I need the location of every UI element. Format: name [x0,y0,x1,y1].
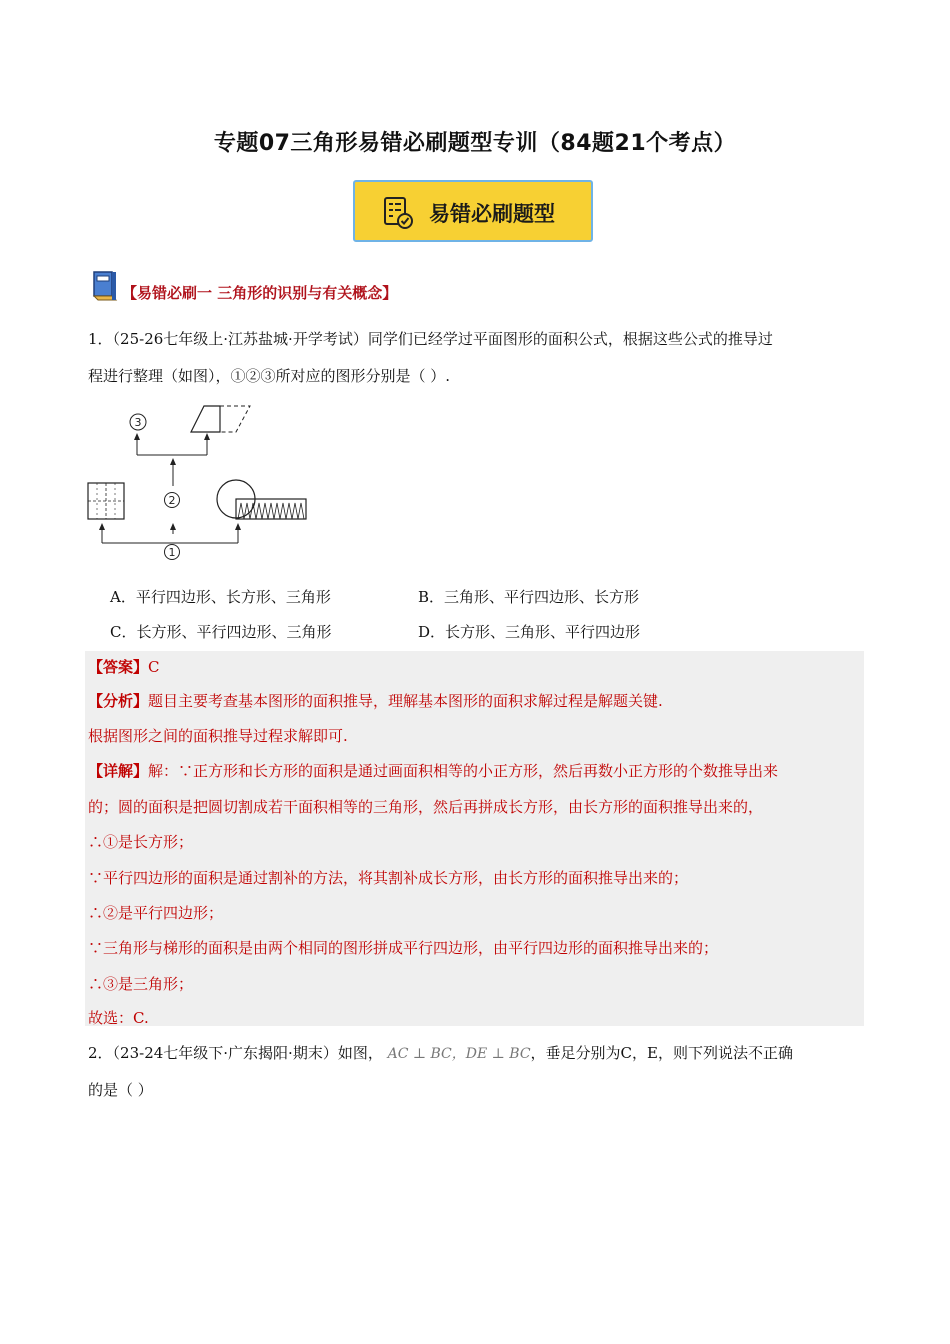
question-2-prefix: 2．（23-24七年级下·广东揭阳·期末）如图， [88,1044,383,1062]
question-2-text-line1 [88,1041,793,1066]
answer-label: 【答案】 [88,658,149,676]
book-icon [88,268,122,302]
badge-label: 易错必刷题型 [429,202,555,226]
option-a[interactable]: A．平行四边形、长方形、三角形 [110,588,331,606]
analysis-line-2: 根据图形之间的面积推导过程求解即可. [88,727,348,745]
label-three: 3 [134,416,142,429]
area-derivation-diagram [86,403,316,565]
checklist-icon [383,196,413,230]
question-2-suffix: ，垂足分别为C，E，则下列说法不正确 [530,1044,793,1062]
analysis-text: 题目主要考查基本图形的面积推导，理解基本图形的面积求解过程是解题关键. [148,692,663,710]
page-title: 专题07三角形易错必刷题型专训（84题21个考点） [213,131,737,156]
question-2-text-line2: 的是（ ） [88,1081,153,1099]
option-c[interactable]: C．长方形、平行四边形、三角形 [110,623,332,641]
answer-line [88,656,160,677]
topic-badge [353,180,593,242]
math-de-perp-bc: DE ⊥ BC [465,1046,531,1062]
label-two: 2 [168,494,176,507]
option-b[interactable]: B．三角形、平行四边形、长方形 [418,588,640,606]
detail-line-4: ∵平行四边形的面积是通过割补的方法，将其割补成长方形，由长方形的面积推导出来的； [88,869,689,887]
detail-text-1: 解：∵正方形和长方形的面积是通过画面积相等的小正方形，然后再数小正方形的个数推导出来 [148,762,779,780]
detail-line-2: 的；圆的面积是把圆切割成若干面积相等的三角形，然后再拼成长方形，由长方形的面积推导出来的， [88,798,764,816]
detail-label: 【详解】 [88,762,149,780]
section-heading: 【易错必刷一 三角形的识别与有关概念】 [122,284,398,302]
detail-line-5: ∴②是平行四边形； [88,904,224,922]
analysis-line [88,690,663,711]
detail-line-1 [88,760,778,781]
answer-value: C [148,658,160,676]
math-separator: ， [451,1046,466,1062]
detail-line-3: ∴①是长方形； [88,833,194,851]
question-1-text-line1: 1．（25-26七年级上·江苏盐城·开学考试）同学们已经学过平面图形的面积公式，根据这些公式的推导过 [88,330,773,348]
detail-line-7: ∴③是三角形； [88,975,194,993]
option-d[interactable]: D．长方形、三角形、平行四边形 [418,623,641,641]
label-one: 1 [168,546,176,559]
math-ac-perp-bc: AC ⊥ BC [387,1046,452,1062]
detail-line-6: ∵三角形与梯形的面积是由两个相同的图形拼成平行四边形，由平行四边形的面积推导出来的； [88,939,719,957]
analysis-label: 【分析】 [88,692,149,710]
detail-line-8: 故选：C. [88,1009,149,1027]
question-1-text-line2: 程进行整理（如图），①②③所对应的图形分别是（ ）. [88,367,451,385]
